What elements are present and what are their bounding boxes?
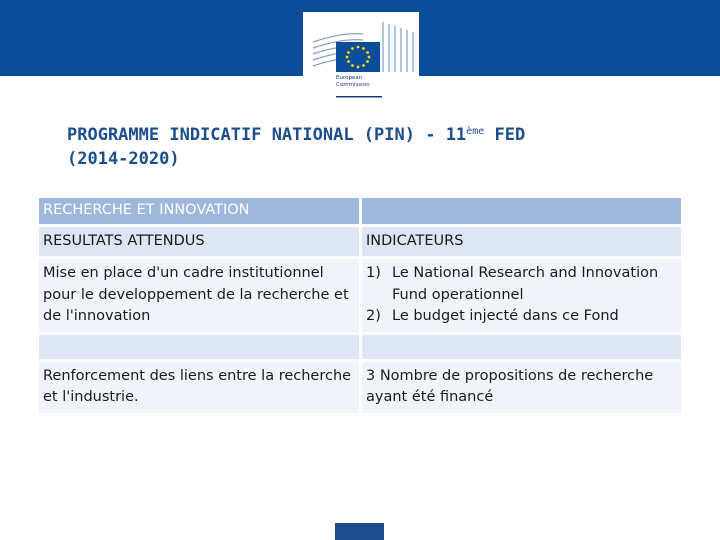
result-cell: Renforcement des liens entre la recherche et l'industrie. [39,362,359,413]
indicator-text: Le National Research and Innovation Fund operationnel [392,265,659,303]
logo-line1: European [336,75,363,81]
indicator-list [366,263,677,328]
table-row [39,259,681,332]
footer-bar [335,523,384,540]
indicator-text: Le budget injecté dans ce Fond [392,308,619,324]
col-results-header: RESULTATS ATTENDUS [39,227,359,257]
logo-line2: Commission [336,82,370,88]
indicator-number: 2) [366,308,381,324]
table-row [39,362,681,413]
indicator-cell: 3 Nombre de propositions de recherche ayant été financé [362,362,681,413]
empty-cell [39,335,359,359]
results-table [36,195,684,416]
section-header-row [39,198,681,224]
page-title [67,120,697,171]
indicator-item [366,306,677,328]
title-rest: FED [484,125,526,145]
title-period: (2014-2020) [67,149,180,169]
indicator-item [366,263,677,306]
empty-row [39,335,681,359]
result-cell: Mise en place d'un cadre institutionnel pour le developpement de la recherche et de l'innovation [39,259,359,332]
section-header: RECHERCHE ET INNOVATION [39,198,359,224]
column-header-row [39,227,681,257]
section-header-empty [362,198,681,224]
indicator-cell [362,259,681,332]
indicator-number: 1) [366,265,381,281]
logo-caption [336,75,370,89]
title-main: PROGRAMME INDICATIF NATIONAL (PIN) - 11 [67,125,467,145]
title-superscript: ème [466,126,485,137]
empty-cell [362,335,681,359]
col-indicators-header: INDICATEURS [362,227,681,257]
